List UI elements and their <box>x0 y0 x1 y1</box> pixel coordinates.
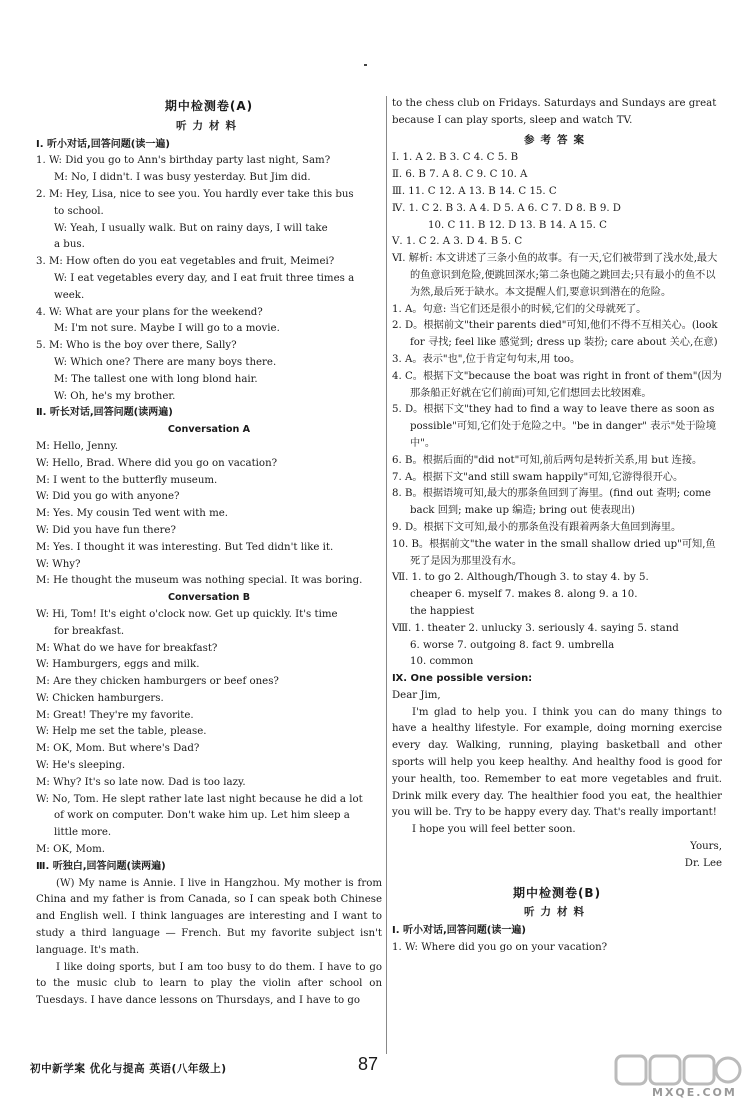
watermark-text: MXQE.COM <box>652 1086 737 1099</box>
letter-body: I hope you will feel better soon. <box>412 824 576 836</box>
analysis-item: Ⅵ. 解析: 本文讲述了三条小鱼的故事。有一天,它们被带到了浅水处,最大的鱼意识到危险,便跳回深水;第二条也随之跳回去;只有最小的鱼不以为然,最后死于缺水。本文提醒人们,要意识到潜在的危险。 <box>392 253 718 298</box>
answer-row: Ⅷ. 1. theater 2. unlucky 3. seriously 4. saying 5. stand <box>392 622 679 634</box>
dialog-line: 2. M: Hey, Lisa, nice to see you. You hardly ever take this bus <box>36 188 354 200</box>
dialog-line: W: Oh, he's my brother. <box>54 390 176 402</box>
monologue-continuation: to the chess club on Fridays. Saturdays and Sundays are great <box>392 98 717 109</box>
dialog-line: W: Did you have fun there? <box>36 524 176 536</box>
answer-row: 6. worse 7. outgoing 8. fact 9. umbrella <box>410 639 615 651</box>
dialog-line: 1. W: Where did you go on your vacation? <box>392 942 608 954</box>
dialog-line: M: Hello, Jenny. <box>36 440 119 452</box>
section-9-heading: Ⅸ. One possible version: <box>392 673 533 685</box>
conversation-b-heading: Conversation B <box>167 592 251 604</box>
dialog-line: W: Chicken hamburgers. <box>36 692 164 704</box>
analysis-item: 5. D。根据下文"they had to find a way to leave there as soon as possible"可知,它们处于危险之中。"be in danger" 表示"处于险境中"。 <box>392 404 717 449</box>
letter-body: I'm glad to help you. I think you can do many things to have a healthy lifestyle. For example, doing morning exercise every day. Walking, running, playing basketball and other sports will help you keep healthy. And healthy food is good for your health, too. Remember to eat more vegetables and fruit. Drink milk every day. The healthier food you eat, the healthier you will be. Try to be happy every day. That's really important! <box>392 706 722 819</box>
dialog-line: a bus. <box>54 239 85 251</box>
dialog-line: M: Why? It's so late now. Dad is too lazy. <box>36 776 246 788</box>
dialog-line: 5. M: Who is the boy over there, Sally? <box>36 340 237 352</box>
dialog-line: W: Why? <box>36 558 81 570</box>
dialog-line: little more. <box>54 827 112 839</box>
dialog-line: W: Which one? There are many boys there. <box>54 356 277 368</box>
dialog-line: 3. M: How often do you eat vegetables and fruit, Meimei? <box>36 256 335 268</box>
conversation-a-heading: Conversation A <box>167 424 251 436</box>
section-1-heading-b: Ⅰ. 听小对话,回答问题(读一遍) <box>392 925 526 937</box>
dialog-line: M: No, I didn't. I was busy yesterday. But Jim did. <box>54 172 311 184</box>
section-3-heading: Ⅲ. 听独白,回答问题(读两遍) <box>36 860 166 872</box>
letter-salutation: Dear Jim, <box>392 689 441 701</box>
dialog-line: M: Yes. My cousin Ted went with me. <box>36 508 229 520</box>
exam-title-b: 期中检测卷(B) <box>512 885 602 900</box>
dialog-line: M: OK, Mom. <box>36 844 106 856</box>
dialog-line: W: Help me set the table, please. <box>36 726 207 738</box>
answer-row: Ⅱ. 6. B 7. A 8. C 9. C 10. A <box>392 169 528 181</box>
dialog-line: M: What do we have for breakfast? <box>36 642 218 654</box>
dialog-line: for breakfast. <box>54 625 125 637</box>
dialog-line: W: Hello, Brad. Where did you go on vacation? <box>36 457 278 469</box>
analysis-item: 4. C。根据下文"because the boat was right in front of them"(因为那条船正好就在它们前面)可知,它们想回去比较困难。 <box>392 370 722 399</box>
dialog-line: to school. <box>54 205 104 217</box>
listening-material-heading: 听力材料 <box>176 119 242 132</box>
section-2-heading: Ⅱ. 听长对话,回答问题(读两遍) <box>36 407 173 419</box>
answer-row: 10. common <box>410 656 474 668</box>
dialog-line: 1. W: Did you go to Ann's birthday party last night, Sam? <box>36 155 331 167</box>
answer-row: Ⅰ. 1. A 2. B 3. C 4. C 5. B <box>392 152 519 164</box>
analysis-item: 1. A。句意: 当它们还是很小的时候,它们的父母就死了。 <box>392 303 647 315</box>
dialog-line: M: He thought the museum was nothing special. It was boring. <box>36 575 363 587</box>
analysis-item: 6. B。根据后面的"did not"可知,前后两句是转折关系,用 but 连接。 <box>392 454 703 466</box>
dialog-line: M: Yes. I thought it was interesting. But Ted didn't like it. <box>36 541 334 553</box>
dialog-line: W: He's sleeping. <box>36 760 126 772</box>
right-column <box>392 96 722 957</box>
dialog-line: W: Did you go with anyone? <box>36 491 180 503</box>
dialog-line: of work on computer. Don't wake him up. Let him sleep a <box>54 810 350 822</box>
analysis-item: 2. D。根据前文"their parents died"可知,他们不得不互相关心。(look for 寻找; feel like 感觉到; dress up 装扮; care about 关心,在意) <box>392 320 718 349</box>
dialog-line: M: The tallest one with long blond hair. <box>54 373 258 385</box>
listening-material-heading-b: 听力材料 <box>524 906 590 919</box>
letter-signature: Dr. Lee <box>684 857 722 869</box>
dialog-line: week. <box>54 289 85 301</box>
dialog-line: M: Great! They're my favorite. <box>36 709 194 721</box>
dialog-line: W: Yeah, I usually walk. But on rainy days, I will take <box>54 222 328 234</box>
dialog-line: W: Hi, Tom! It's eight o'clock now. Get up quickly. It's time <box>36 608 338 620</box>
monologue-continuation: because I can play sports, sleep and watch TV. <box>392 114 633 126</box>
answer-row: Ⅳ. 1. C 2. B 3. A 4. D 5. A 6. C 7. D 8. B 9. D <box>392 202 621 214</box>
answer-row: cheaper 6. myself 7. makes 8. along 9. a 10. <box>410 589 638 601</box>
monologue-paragraph: I like doing sports, but I am too busy to do them. I have to go to the music club to learn to play the violin after school on Tuesdays. I have dance lessons on Thursdays, and I have to go <box>36 961 382 1007</box>
dialog-line: M: OK, Mom. But where's Dad? <box>36 743 200 755</box>
analysis-item: 9. D。根据下文可知,最小的那条鱼没有跟着两条大鱼回到海里。 <box>392 521 682 533</box>
answer-row: Ⅴ. 1. C 2. A 3. D 4. B 5. C <box>392 236 523 248</box>
dialog-line: W: I eat vegetables every day, and I eat fruit three times a <box>54 272 355 284</box>
monologue-paragraph: (W) My name is Annie. I live in Hangzhou. My mother is from China and my father is from Canada, so I can speak both Chinese and English well. I think languages are interesting and I want to study a third language — French. But my favorite subject isn't language. It's math. <box>36 877 382 956</box>
column-divider <box>386 96 387 1054</box>
answer-row: the happiest <box>410 605 475 617</box>
answer-row: Ⅲ. 11. C 12. A 13. B 14. C 15. C <box>392 185 557 197</box>
answer-row: 10. C 11. B 12. D 13. B 14. A 15. C <box>428 219 607 231</box>
analysis-item: 10. B。根据前文"the water in the small shallow dried up"可知,鱼死了是因为那里没有水。 <box>392 538 716 567</box>
dialog-line: W: No, Tom. He slept rather late last night because he did a lot <box>36 793 363 805</box>
dialog-line: M: Are they chicken hamburgers or beef ones? <box>36 676 279 688</box>
letter-closing: Yours, <box>690 841 722 853</box>
analysis-item: 3. A。表示"也",位于肯定句句末,用 too。 <box>392 353 581 365</box>
section-1-heading: Ⅰ. 听小对话,回答问题(读一遍) <box>36 138 170 150</box>
dialog-line: 4. W: What are your plans for the weekend? <box>36 306 263 318</box>
answers-heading: 参考答案 <box>524 133 590 146</box>
book-title: 初中新学案 优化与提高 英语(八年级上) <box>30 1063 227 1075</box>
exam-title-a: 期中检测卷(A) <box>164 99 254 113</box>
dialog-line: M: I'm not sure. Maybe I will go to a movie. <box>54 323 280 335</box>
header-dot <box>364 64 367 66</box>
dialog-line: M: I went to the butterfly museum. <box>36 474 218 486</box>
analysis-item: 8. B。根据语境可知,最大的那条鱼回到了海里。(find out 查明; come back 回到; make up 编造; bring out 使表现出) <box>392 488 711 517</box>
answer-row: Ⅶ. 1. to go 2. Although/Though 3. to stay 4. by 5. <box>392 572 649 584</box>
page-number: 87 <box>358 1054 379 1074</box>
left-column <box>36 96 382 1010</box>
analysis-item: 7. A。根据下文"and still swam happily"可知,它游得很开心。 <box>392 471 684 483</box>
dialog-line: W: Hamburgers, eggs and milk. <box>36 659 200 671</box>
